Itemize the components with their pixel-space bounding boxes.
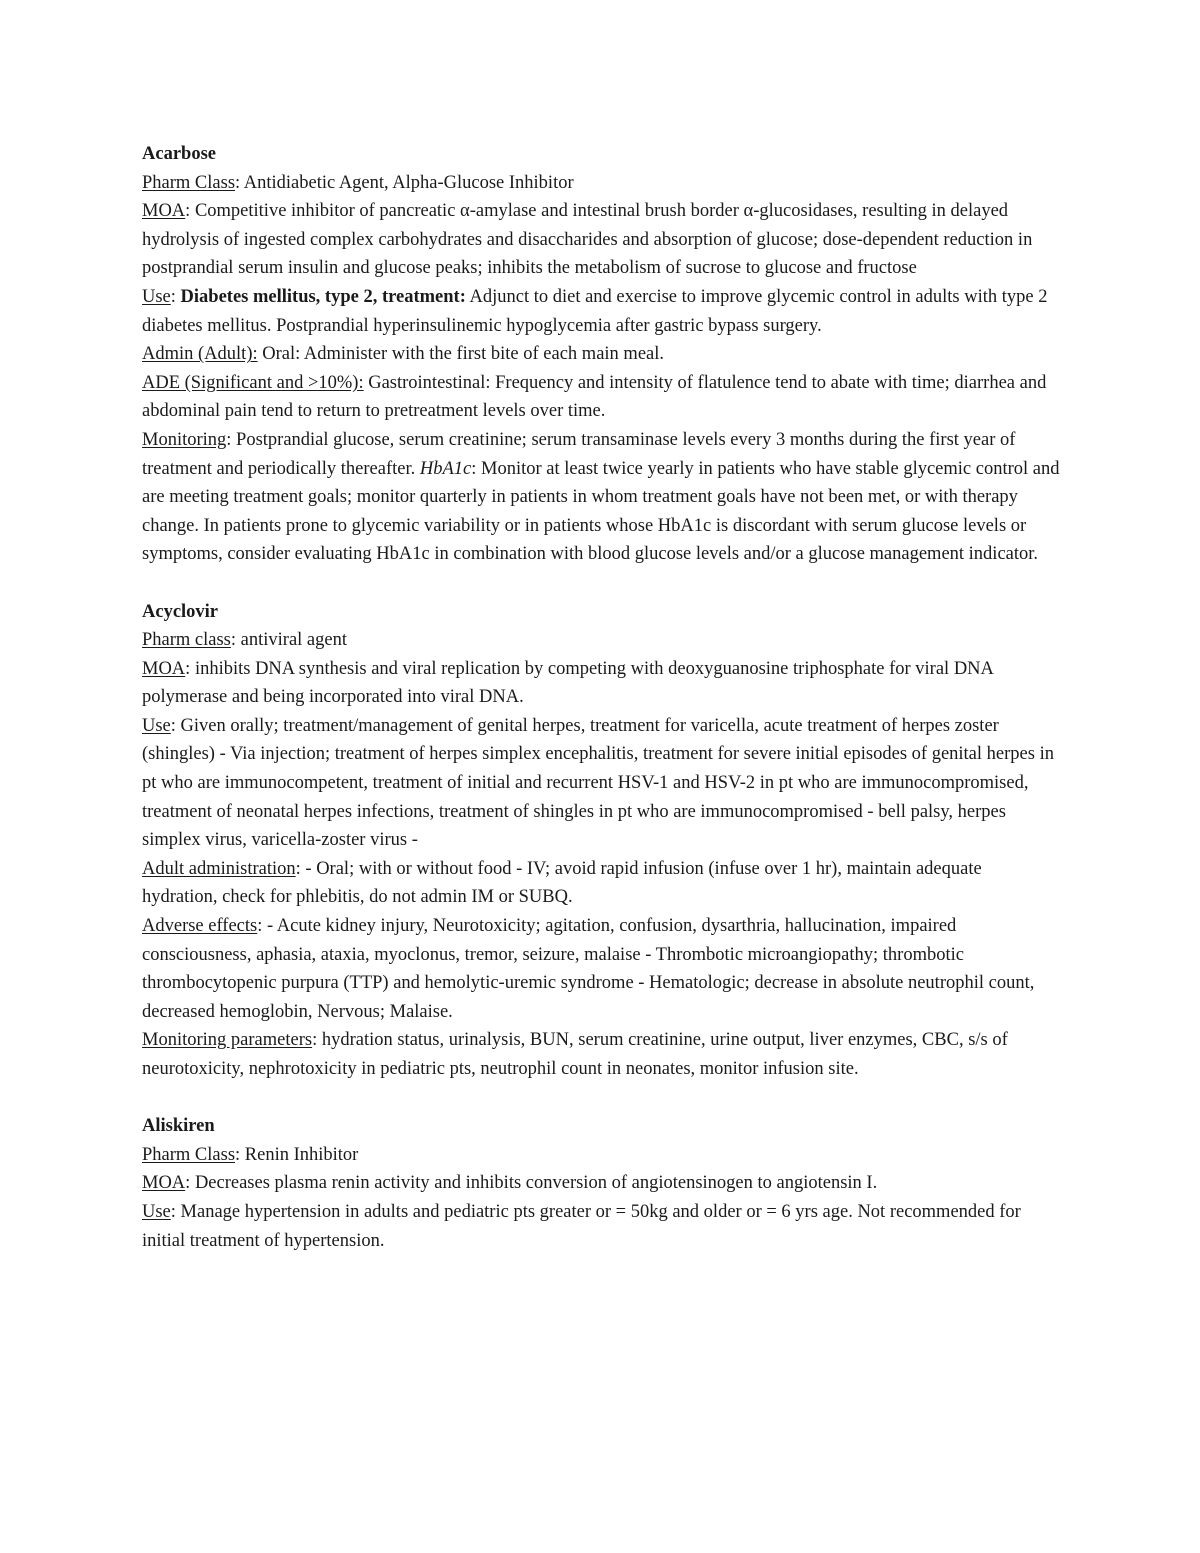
monitoring-parameters-field	[142, 1026, 1060, 1083]
field-label: Pharm Class	[142, 1144, 236, 1165]
field-text: Renin Inhibitor	[244, 1144, 359, 1165]
drug-name: Acarbose	[142, 144, 216, 164]
moa-field	[142, 197, 1060, 283]
field-text: Competitive inhibitor of pancreatic α-amylase and intestinal brush border α-glucosidases, resulting in delayed hydrolysis of ingested complex carbohydrates and disaccharides and absorption of glucose; dose-dependent reduction in postprandial serum insulin and glucose peaks; inhibits the metabolism of sucrose to glucose and fructose	[142, 201, 1033, 279]
field-separator: :	[170, 1201, 181, 1222]
adult-administration-field	[142, 855, 1060, 912]
field-separator: :	[312, 1030, 322, 1051]
field-bold-text: Diabetes mellitus, type 2, treatment:	[180, 286, 466, 307]
field-text: Antidiabetic Agent, Alpha-Glucose Inhibitor	[243, 172, 574, 193]
field-separator: :	[295, 858, 306, 879]
field-separator: :	[257, 916, 267, 937]
use-field	[142, 712, 1060, 855]
field-label: Adult administration	[142, 858, 296, 879]
field-separator: :	[170, 715, 181, 736]
drug-entry-acarbose	[142, 140, 1060, 569]
field-label: Use	[142, 1201, 171, 1222]
field-label: MOA	[142, 1173, 186, 1194]
field-label: Admin (Adult):	[142, 344, 258, 365]
field-label: Adverse effects	[142, 916, 258, 937]
field-text: Adjunct to diet and exercise to improve glycemic control in adults with type 2 diabetes mellitus. Postprandial hyperinsulinemic hypoglycemia after gastric bypass surgery.	[142, 286, 1048, 336]
field-separator: :	[185, 658, 195, 679]
field-text: - Oral; with or without food - IV; avoid rapid infusion (infuse over 1 hr), maintain adequate hydration, check for phlebitis, do not admin IM or SUBQ.	[142, 858, 982, 908]
field-text: Decreases plasma renin activity and inhibits conversion of angiotensinogen to angiotensin I.	[194, 1173, 878, 1194]
field-label: Pharm Class	[142, 172, 236, 193]
drug-name: Acyclovir	[142, 601, 219, 622]
monitoring-field	[142, 426, 1060, 569]
field-text: - Acute kidney injury, Neurotoxicity; agitation, confusion, dysarthria, hallucination, impaired consciousness, aphasia, ataxia, myoclonus, tremor, seizure, malaise - Thrombotic microangiopathy; thrombotic thrombocytopenic purpura (TTP) and hemolytic-uremic syndrome - Hematologic; decrease in absolute neutrophil count, decreased hemoglobin, Nervous; Malaise.	[142, 916, 1035, 1022]
moa-field	[142, 1169, 1060, 1198]
field-text: Oral: Administer with the first bite of each main meal.	[262, 344, 665, 365]
field-separator: :	[230, 630, 241, 651]
field-label: Use	[142, 715, 171, 736]
pharm-class-field	[142, 169, 1060, 198]
field-label: MOA	[142, 658, 186, 679]
field-text: Gastrointestinal: Frequency and intensity of flatulence tend to abate with time; diarrhea and abdominal pain tend to return to pretreatment levels over time.	[142, 372, 1047, 422]
field-label: ADE (Significant and >10%):	[142, 372, 364, 393]
field-separator: :	[235, 1144, 245, 1165]
field-text: inhibits DNA synthesis and viral replication by competing with deoxyguanosine triphosphate for viral DNA polymerase and being incorporated into viral DNA.	[142, 658, 993, 708]
field-text-continued: : Monitor at least twice yearly in patients who have stable glycemic control and are meeting treatment goals; monitor quarterly in patients in whom treatment goals have not been met, or with therapy change. In patients prone to glycemic variability or in patients whose HbA1c is discordant with serum glucose levels or symptoms, consider evaluating HbA1c in combination with blood glucose levels and/or a glucose management indicator.	[142, 458, 1060, 565]
field-label: Monitoring	[142, 429, 227, 450]
field-separator: :	[185, 201, 195, 222]
use-field	[142, 283, 1060, 340]
field-text: hydration status, urinalysis, BUN, serum creatinine, urine output, liver enzymes, CBC, s/s of neurotoxicity, nephrotoxicity in pediatric pts, neutrophil count in neonates, monitor infusion site.	[142, 1030, 1008, 1079]
field-text: antiviral agent	[240, 630, 347, 651]
ade-field	[142, 369, 1060, 426]
pharm-class-field	[142, 626, 1060, 655]
drug-entry-acyclovir	[142, 598, 1060, 1084]
field-separator: :	[235, 172, 244, 193]
field-label: Use	[142, 286, 171, 307]
field-text: Given orally; treatment/management of genital herpes, treatment for varicella, acute treatment of herpes zoster (shingles) - Via injection; treatment of herpes simplex encephalitis, treatment for severe initial episodes of genital herpes in pt who are immunocompetent, treatment of initial and recurrent HSV-1 and HSV-2 in pt who are immunocompromised, treatment of neonatal herpes infections, treatment of shingles in pt who are immunocompromised - bell palsy, herpes simplex virus, varicella-zoster virus -	[142, 715, 1054, 851]
field-label: MOA	[142, 201, 186, 222]
drug-entry-aliskiren	[142, 1112, 1060, 1255]
field-separator: :	[226, 429, 237, 450]
admin-field	[142, 340, 1060, 369]
field-text: Manage hypertension in adults and pediatric pts greater or = 50kg and older or = 6 yrs age. Not recommended for initial treatment of hypertension.	[142, 1201, 1021, 1251]
field-separator: :	[185, 1173, 195, 1194]
drug-name: Aliskiren	[142, 1116, 215, 1137]
moa-field	[142, 655, 1060, 712]
adverse-effects-field	[142, 912, 1060, 1026]
field-text: Postprandial glucose, serum creatinine; serum transaminase levels every 3 months during the first year of treatment and periodically thereafter.	[142, 429, 1016, 479]
field-separator: :	[170, 286, 181, 307]
pharm-class-field	[142, 1141, 1060, 1170]
field-label: Pharm class	[142, 630, 231, 651]
field-italic-text: HbA1c	[419, 458, 472, 479]
use-field	[142, 1198, 1060, 1255]
field-label: Monitoring parameters	[142, 1030, 313, 1051]
